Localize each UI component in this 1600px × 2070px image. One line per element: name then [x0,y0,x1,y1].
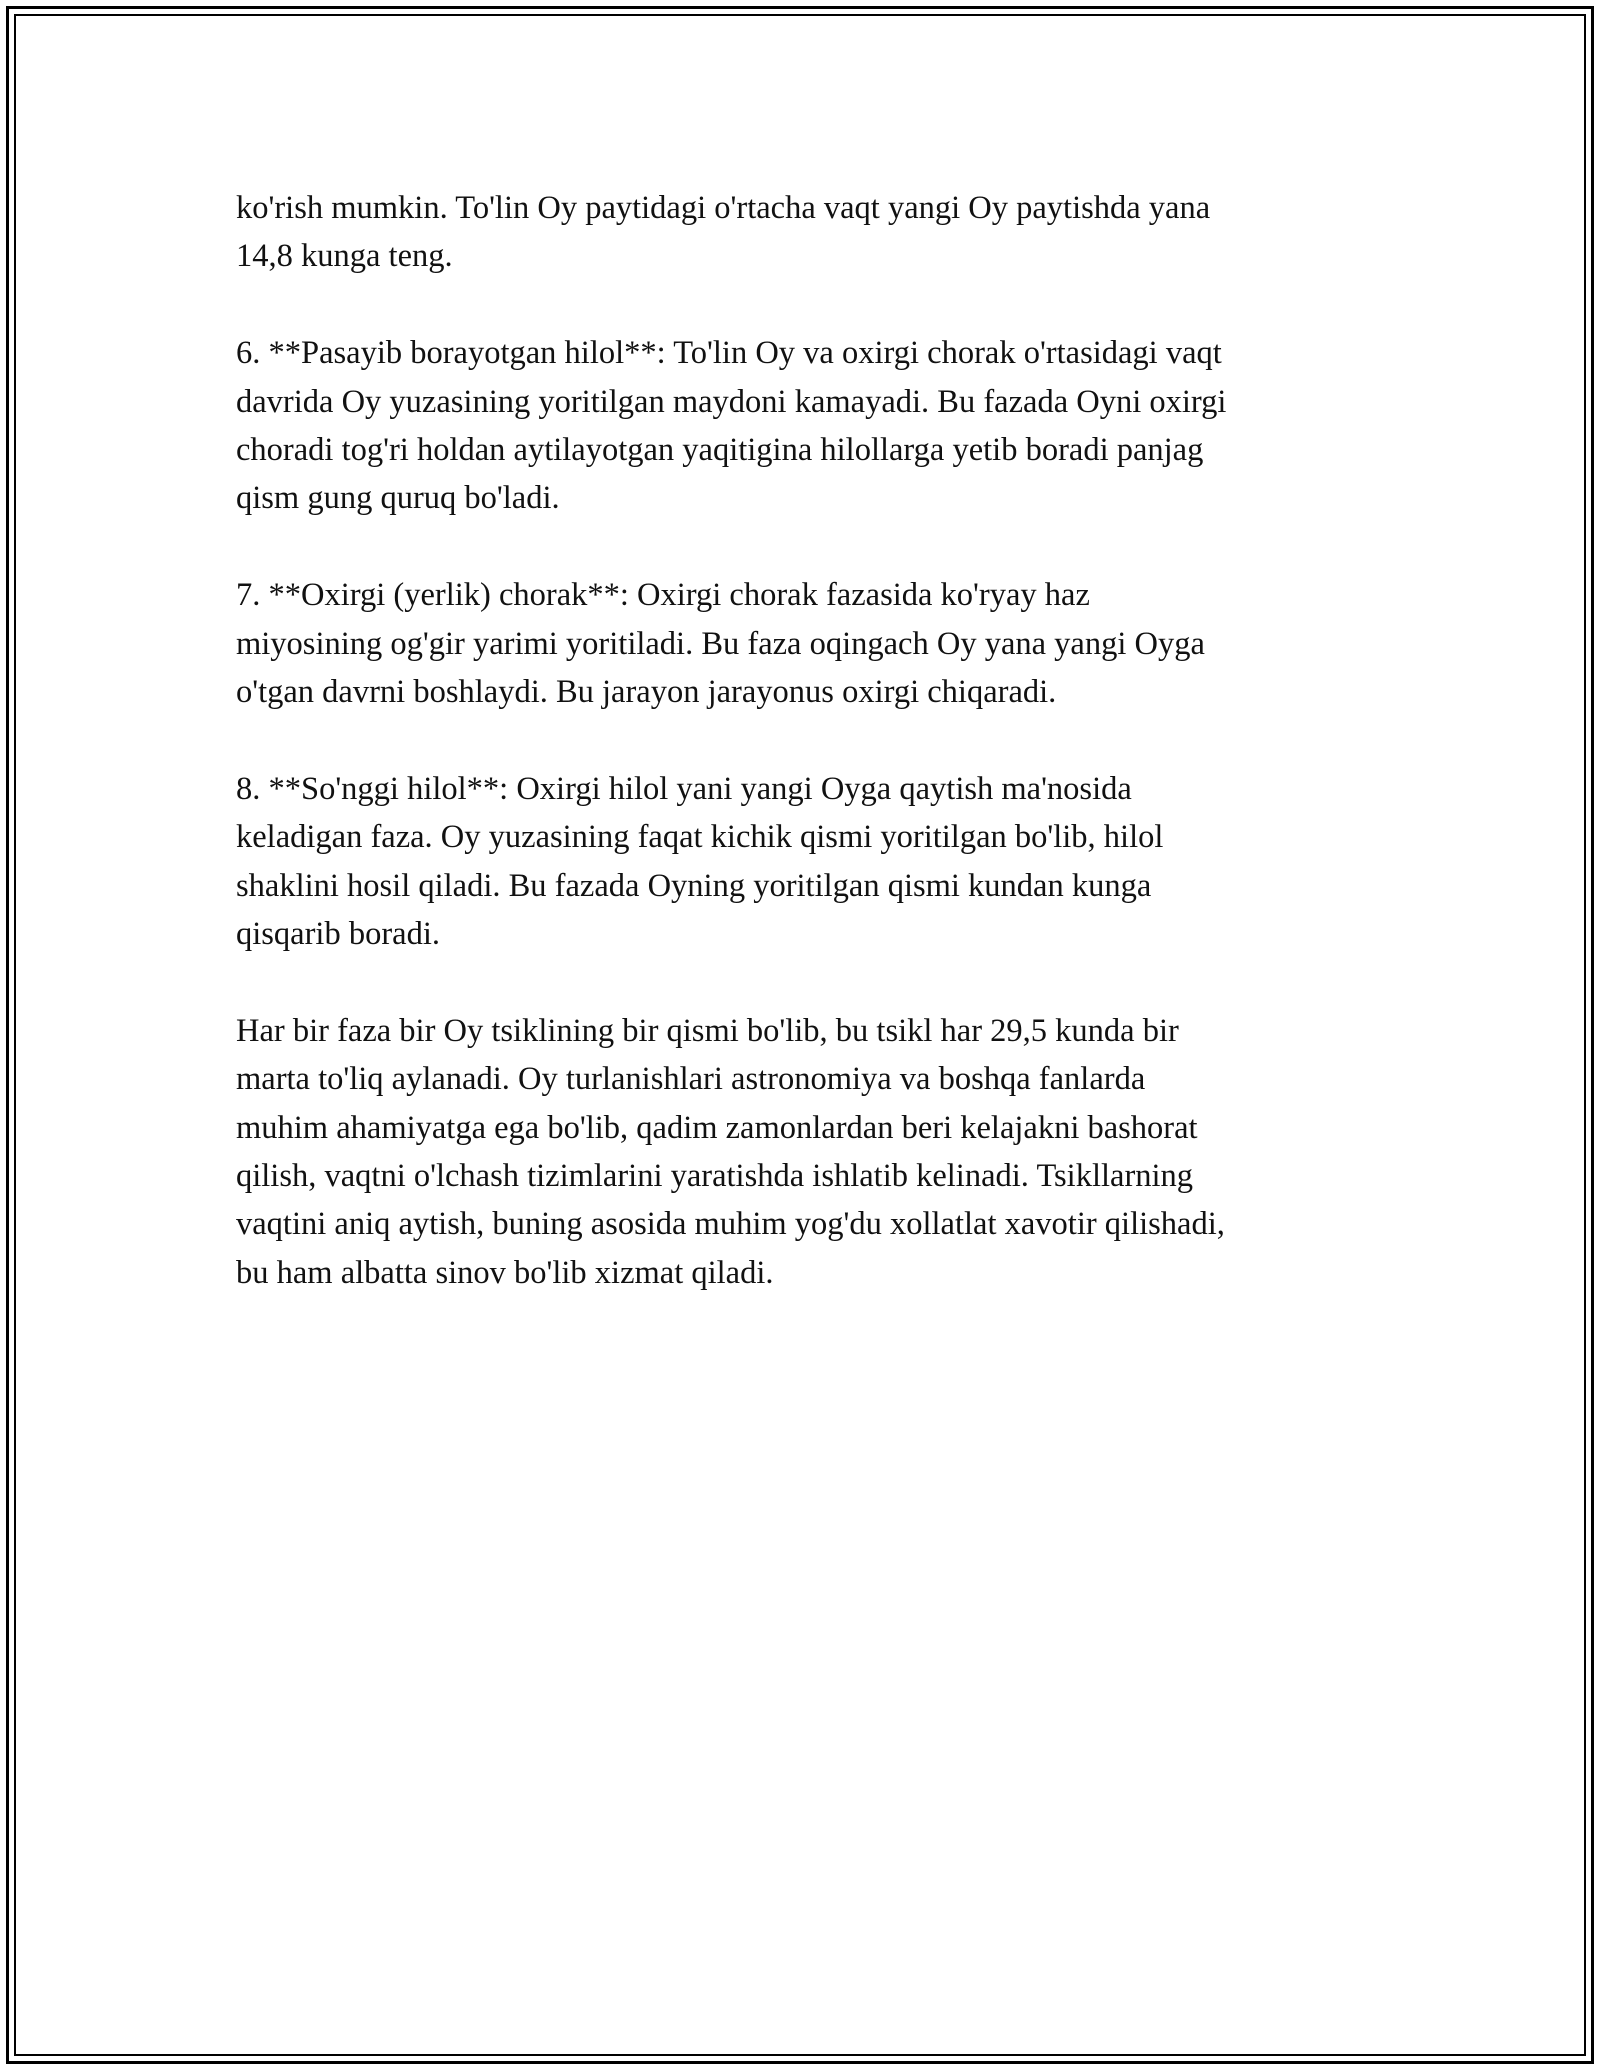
paragraph-waning-crescent: 6. **Pasayib borayotgan hilol**: To'lin Oy va oxirgi chorak o'rtasidagi vaqt davrida Oy yuzasining yoritilgan maydoni kamayadi. Bu fazada Oyni oxirgi choradi tog'ri holdan aytilayotgan yaqitigina hilollarga yetib boradi panjag qism gung quruq bo'ladi. [236,335,1227,517]
paragraph-summary: Har bir faza bir Oy tsiklining bir qismi bo'lib, bu tsikl har 29,5 kunda bir marta to'liq aylanadi. Oy turlanishlari astronomiya va boshqa fanlarda muhim ahamiyatga ega bo'lib, qadim zamonlardan beri kelajakni bashorat qilish, vaqtni o'lchash tizimlarini yaratishda ishlatib kelinadi. Tsikllarning vaqtini aniq aytish, buning asosida muhim yog'du xollatlat xavotir qilishadi, bu ham albatta sinov bo'lib xizmat qiladi. [236,1012,1225,1291]
paragraph-last-quarter: 7. **Oxirgi (yerlik) chorak**: Oxirgi chorak fazasida ko'ryay haz miyosining og'gir yarimi yoritiladi. Bu faza oqingach Oy yana yangi Oyga o'tgan davrni boshlaydi. Bu jarayon jarayonus oxirgi chiqaradi. [236,577,1205,711]
paragraph-continuation: ko'rish mumkin. To'lin Oy paytidagi o'rtacha vaqt yangi Oy paytishda yana 14,8 kunga teng. [236,190,1211,275]
paragraph-final-crescent: 8. **So'nggi hilol**: Oxirgi hilol yani yangi Oyga qaytish ma'nosida keladigan faza. Oy yuzasining faqat kichik qismi yoritilgan bo'lib, hilol shaklini hosil qiladi. Bu fazada Oyning yoritilgan qismi kundan kunga qisqarib boradi. [236,770,1164,953]
document-body [236,184,1366,1346]
